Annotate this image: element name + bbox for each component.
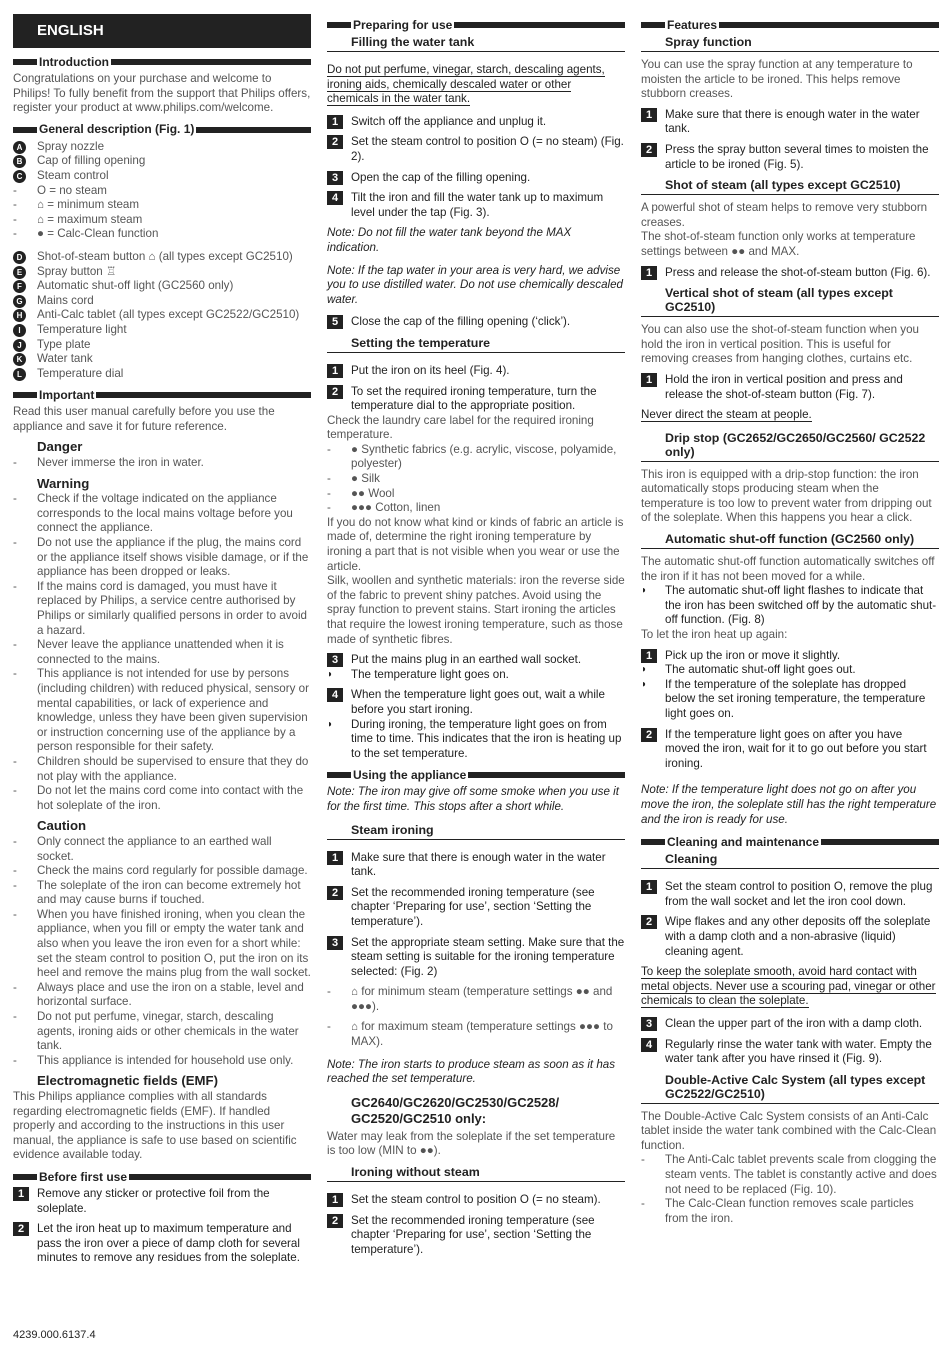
- part-item: B Cap of filling opening: [13, 154, 311, 169]
- step: 1 Make sure that there is enough water in the water tank.: [327, 851, 625, 880]
- soleplate-warning: To keep the soleplate smooth, avoid hard contact with metal objects. Never use a scouring pad, vinegar or other chemicals to clean the soleplate.: [641, 965, 936, 1008]
- step: 2 Let the iron heat up to maximum temperature and pass the iron over a piece of damp cloth for several minutes to remove any residues from the soleplate.: [13, 1222, 311, 1266]
- list-item: - Only connect the appliance to an earthed wall socket.: [13, 834, 272, 863]
- gc-models-text: Water may leak from the soleplate if the set temperature is too low (MIN to ●●).: [327, 1129, 616, 1158]
- list-item: - The Anti-Calc tablet prevents scale from clogging the steam vents. The tablet is constantly active and does not need to be replaced (Fig. 10).: [641, 1153, 937, 1196]
- list-item: - Check the mains cord regularly for possible damage.: [13, 864, 308, 878]
- filling-warning: Do not put perfume, vinegar, starch, descaling agents, ironing aids, chemically descaled water or other chemicals in the water tank.: [327, 63, 605, 106]
- list-item: - Never leave the appliance unattended when it is connected to the mains.: [13, 638, 284, 666]
- part-item: J Type plate: [13, 338, 311, 353]
- part-item: A Spray nozzle: [13, 140, 311, 155]
- step: 2 Set the steam control to position O (= no steam) (Fig. 2).: [327, 135, 625, 164]
- steam-ironing-heading: Steam ironing: [327, 823, 625, 840]
- column-1: [13, 14, 311, 1272]
- section-before-first-use: Before first use: [13, 1170, 311, 1184]
- part-item: H Anti-Calc tablet (all types except GC2522/GC2510): [13, 308, 311, 323]
- step: 2 Press the spray button several times to moisten the article to be ironed (Fig. 5).: [641, 143, 939, 172]
- danger-list: [13, 456, 311, 471]
- step: 3 Clean the upper part of the iron with a damp cloth.: [641, 1017, 939, 1032]
- steam-people-warning: Never direct the steam at people.: [641, 408, 812, 422]
- filling-heading: Filling the water tank: [327, 35, 625, 52]
- auto-step-2: 2 If the temperature light goes on after you have moved the iron, wait for it to go out before you start ironing.: [641, 728, 939, 772]
- cleaning-steps: [641, 880, 939, 959]
- drip-stop-heading: Drip stop (GC2652/GC2650/GC2560/ GC2522 only): [641, 431, 939, 462]
- dac-list: [641, 1153, 939, 1226]
- auto-step-1: 1 Pick up the iron or move it slightly.: [641, 649, 939, 664]
- list-item: - Always place and use the iron on a stable, level and horizontal surface.: [13, 980, 304, 1009]
- step: 2 Set the recommended ironing temperature (see chapter ‘Preparing for use’, section ‘Setting the temperature’).: [327, 886, 625, 930]
- auto-text-2: To let the iron heat up again:: [641, 628, 788, 642]
- list-item: - ● Silk: [327, 472, 380, 486]
- temp-step-2: 2 To set the required ironing temperature, turn the temperature dial to the appropriate position.: [327, 385, 625, 414]
- caution-list: [13, 835, 311, 1069]
- note-steam: Note: The iron starts to produce steam as soon as it has reached the set temperature.: [327, 1057, 616, 1086]
- step: 2 Wipe flakes and any other deposits off the soleplate with a damp cloth and a non-abrasive (liquid) cleaning agent.: [641, 915, 939, 959]
- vertical-shot-heading: Vertical shot of steam (all types except GC2510): [641, 286, 939, 317]
- shot-text: A powerful shot of steam helps to remove very stubborn creases.: [641, 201, 928, 229]
- filling-steps: [327, 115, 625, 221]
- auto-step-1-results: [641, 663, 939, 721]
- dac-text: The Double-Active Calc System consists of an Anti-Calc tablet inside the water tank combined with the Calc-Clean function.: [641, 1109, 937, 1152]
- step: 1 Set the steam control to position O (= no steam).: [327, 1193, 625, 1208]
- list-item: - The soleplate of the iron can become extremely hot and may cause burns if touched.: [13, 878, 301, 907]
- section-introduction: Introduction: [13, 55, 311, 69]
- list-item: - Never immerse the iron in water.: [13, 456, 204, 470]
- part-item: G Mains cord: [13, 294, 311, 309]
- step: 4 Tilt the iron and fill the water tank up to maximum level under the tap (Fig. 3).: [327, 191, 625, 220]
- step: 1 Make sure that there is enough water in the water tank.: [641, 108, 939, 137]
- list-item: ◗ The automatic shut-off light goes out.: [641, 663, 856, 677]
- shot-of-steam-heading: Shot of steam (all types except GC2510): [641, 178, 939, 195]
- gc-models-heading: GC2640/GC2620/GC2530/GC2528/ GC2520/GC2510 only:: [351, 1094, 560, 1126]
- step: 3 Set the appropriate steam setting. Make sure that the steam setting is suitable for the ironing temperature selected: (Fig. 2): [327, 936, 625, 980]
- vertical-step-1: 1 Hold the iron in vertical position and press and release the shot-of-steam button (Fig. 7).: [641, 373, 939, 402]
- note-temperature-light: Note: If the temperature light does not go on after you move the iron, the soleplate still has the right temperature and the iron is ready for use.: [641, 783, 937, 826]
- double-active-calc-heading: Double-Active Calc System (all types except GC2522/GC2510): [641, 1073, 939, 1104]
- step: 2 Set the recommended ironing temperature (see chapter ‘Preparing for use’, section ‘Setting the temperature’).: [327, 1214, 625, 1258]
- fabric-list: [327, 443, 625, 516]
- list-item: - When you have finished ironing, when you clean the appliance, when you fill or empty the water tank and also when you leave the iron even for a short while: set the steam control to position O, put the iron on its heel and remove the mains plug from the wall socket.: [13, 907, 311, 980]
- steam-options: [327, 985, 625, 1049]
- setting-temperature-heading: Setting the temperature: [327, 336, 625, 353]
- note-smoke: Note: The iron may give off some smoke when you use it for the first time. This stops after a short while.: [327, 785, 619, 813]
- before-first-use-steps: [13, 1187, 311, 1266]
- note-max: Note: Do not fill the water tank beyond the MAX indication.: [327, 226, 572, 254]
- temp-step-4-result: ◗ During ironing, the temperature light goes on from time to time. This indicates that the iron is heating up to the set temperature.: [327, 717, 622, 760]
- list-item: - Children should be supervised to ensure that they do not play with the appliance.: [13, 754, 309, 783]
- list-item: - ●●● Cotton, linen: [327, 501, 441, 515]
- part-item: I Temperature light: [13, 323, 311, 338]
- language-banner: ENGLISH: [13, 14, 311, 48]
- list-item: - ⌂ for minimum steam (temperature settings ●● and ●●●).: [327, 985, 613, 1013]
- part-item: - ● = Calc-Clean function: [13, 227, 159, 241]
- part-item: L Temperature dial: [13, 367, 311, 382]
- list-item: - ⌂ for maximum steam (temperature settings ●●● to MAX).: [327, 1020, 613, 1049]
- part-item: - ⌂ = minimum steam: [13, 198, 140, 212]
- spray-text: You can use the spray function at any temperature to moisten the article to be ironed. This helps remove stubborn creases.: [641, 58, 913, 101]
- temp-text-3: Silk, woollen and synthetic materials: iron the reverse side of the fabric to prevent shiny patches. Avoid using the spray function to prevent stains. Start ironing the articles that require the lowest ironing temperature, such as those made of synthetic fibres.: [327, 574, 625, 646]
- list-item: - ● Synthetic fabrics (e.g. acrylic, viscose, polyamide, polyester): [327, 442, 617, 471]
- temp-step-4: 4 When the temperature light goes out, wait a while before you start ironing.: [327, 688, 625, 717]
- steam-steps: [327, 851, 625, 980]
- list-item: - Do not use the appliance if the plug, the mains cord or the appliance itself shows visible damage, or if the appliance has been dropped or leaks.: [13, 536, 309, 579]
- step: 1 Set the steam control to position O, remove the plug from the wall socket and let the iron cool down.: [641, 880, 939, 909]
- temp-text: Check the laundry care label for the required ironing temperature.: [327, 413, 594, 442]
- ironing-without-steam-heading: Ironing without steam: [327, 1165, 625, 1182]
- filling-step-5: 5 Close the cap of the filling opening (‘click’).: [327, 315, 625, 330]
- step: 4 Regularly rinse the water tank with water. Empty the water tank after you have rinsed it (Fig. 9).: [641, 1038, 939, 1067]
- cleaning-heading: Cleaning: [641, 852, 939, 869]
- warning-list: [13, 492, 311, 813]
- part-item: C Steam control: [13, 169, 311, 184]
- document-code: 4239.000.6137.4: [13, 1329, 96, 1341]
- part-item: F Automatic shut-off light (GC2560 only): [13, 279, 311, 294]
- caution-heading: Caution: [37, 818, 87, 834]
- note-hard-water: Note: If the tap water in your area is very hard, we advise you to use distilled water. Do not use chemically descaled water.: [327, 263, 624, 306]
- list-item: - The Calc-Clean function removes scale particles from the iron.: [641, 1197, 914, 1225]
- part-item: K Water tank: [13, 352, 311, 367]
- warning-heading: Warning: [37, 475, 90, 491]
- list-item: - Do not put perfume, vinegar, starch, descaling agents, ironing aids or other chemicals in the water tank.: [13, 1010, 299, 1053]
- part-list: [13, 140, 311, 242]
- auto-shutoff-heading: Automatic shut-off function (GC2560 only): [641, 532, 939, 549]
- drip-text: This iron is equipped with a drip-stop function: the iron automatically stops producing steam when the temperature is too low to prevent water from dripping out of the soleplate. When this happens you hear a click.: [641, 467, 932, 525]
- step: 3 Open the cap of the filling opening.: [327, 171, 625, 186]
- spray-steps: [641, 108, 939, 172]
- shot-text-2: The shot-of-steam function only works at temperature settings between ●● and MAX.: [641, 230, 916, 258]
- temp-step-3: 3 Put the mains plug in an earthed wall socket.: [327, 653, 625, 668]
- section-general-description: General description (Fig. 1): [13, 123, 311, 137]
- emf-heading: Electromagnetic fields (EMF): [37, 1073, 218, 1089]
- part-list-2: [13, 250, 311, 381]
- section-preparing-for-use: Preparing for use: [327, 18, 625, 32]
- list-item: - If the mains cord is damaged, you must have it replaced by Philips, a service centre authorised by Philips or similarly qualified persons in order to avoid a hazard.: [13, 579, 308, 637]
- vertical-text: You can also use the shot-of-steam function when you hold the iron in vertical position. This is useful for removing creases from hanging clothes, curtains etc.: [641, 323, 919, 366]
- part-item: E Spray button ♖: [13, 265, 311, 280]
- list-item: - ●● Wool: [327, 486, 395, 500]
- list-item: - Do not let the mains cord come into contact with the hot soleplate of the iron.: [13, 784, 304, 812]
- temp-step-1: 1 Put the iron on its heel (Fig. 4).: [327, 364, 625, 379]
- temp-text-2: If you do not know what kind or kinds of fabric an article is made of, determine the right ironing temperature by ironing a part that is not visible when you wear or use the article.: [327, 515, 624, 573]
- step: 1 Switch off the appliance and unplug it.: [327, 115, 625, 130]
- list-item: - This appliance is intended for household use only.: [13, 1053, 294, 1067]
- part-item: - O = no steam: [13, 183, 107, 197]
- list-item: - This appliance is not intended for use by persons (including children) with reduced physical, sensory or mental capabilities, or lack of experience and knowledge, unless they have been given supervision or instruction concerning use of the appliance by a person responsible for their safety.: [13, 667, 309, 754]
- important-text: Read this user manual carefully before you use the appliance and save it for future reference.: [13, 405, 275, 433]
- column-2: [327, 14, 625, 1263]
- emf-text: This Philips appliance complies with all standards regarding electromagnetic fields (EMF). If handled properly and according to the instructions in this user manual, the appliance is safe to use based on scientific evidence available today.: [13, 1090, 297, 1162]
- list-item: ◗ If the temperature of the soleplate has dropped below the set ironing temperature, the temperature light goes on.: [641, 677, 926, 720]
- cleaning-steps-2: [641, 1017, 939, 1067]
- section-important: Important: [13, 388, 311, 402]
- step: 1 Remove any sticker or protective foil from the soleplate.: [13, 1187, 311, 1216]
- without-steam-steps: [327, 1193, 625, 1257]
- section-using-appliance: Using the appliance: [327, 768, 625, 782]
- section-features: Features: [641, 18, 939, 32]
- intro-text: Congratulations on your purchase and welcome to Philips! To fully benefit from the support that Philips offers, register your product at www.philips.com/welcome.: [13, 72, 311, 115]
- temp-step-3-result: ◗ The temperature light goes on.: [327, 667, 509, 681]
- part-item: D Shot-of-steam button ⌂ (all types except GC2510): [13, 250, 311, 265]
- section-cleaning-maintenance: Cleaning and maintenance: [641, 835, 939, 849]
- list-item: - Check if the voltage indicated on the appliance corresponds to the local mains voltage before you connect the appliance.: [13, 492, 293, 535]
- spray-function-heading: Spray function: [641, 35, 939, 52]
- part-item: - ⌂ = maximum steam: [13, 212, 143, 226]
- auto-result: ◗ The automatic shut-off light flashes to indicate that the iron has been switched off by the automatic shut-off function. (Fig. 8): [641, 584, 937, 627]
- column-3: [641, 14, 939, 1226]
- danger-heading: Danger: [37, 439, 83, 455]
- auto-text: The automatic shut-off function automatically switches off the iron if it has not been moved for a while.: [641, 555, 935, 583]
- shot-step-1: 1 Press and release the shot-of-steam button (Fig. 6).: [641, 266, 939, 281]
